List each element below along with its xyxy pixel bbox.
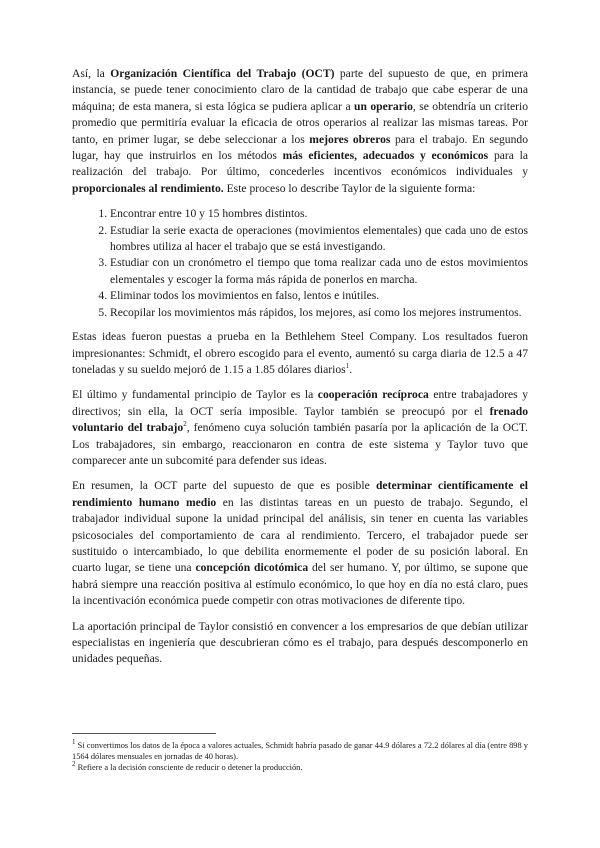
paragraph-bethlehem	[72, 329, 528, 378]
paragraph-cooperation	[72, 387, 528, 469]
list-item: 5. Recopilar los movimientos más rápidos, los mejores, así como los mejores instrumentos.	[110, 305, 528, 321]
bold-term: Organización Científica del Trabajo (OCT)	[110, 67, 335, 80]
text: , fenómeno cuya solución también pasaría por la aplicación de la OCT. Los trabajadores, sin embargo, reaccionaron en contra de este sistema y Taylor tuvo que comparecer ante un subcomité para defender sus ideas.	[72, 421, 528, 467]
bold-term: cooperación recíproca	[317, 388, 429, 402]
list-item: 1. Encontrar entre 10 y 15 hombres distintos.	[110, 206, 528, 222]
bold-term: determinar científicamente el rendimiento humano medio	[72, 479, 528, 509]
footnote-text: Refiere a la decisión consciente de reducir o detener la producción.	[77, 763, 303, 773]
list-item: 3. Estudiar con un cronómetro el tiempo que toma realizar cada uno de estos movimientos elementales y escoger la forma más rápida de ponerlos en marcha.	[110, 255, 528, 288]
bold-term: un operario	[354, 99, 413, 113]
list-item: 2. Estudiar la serie exacta de operaciones (movimientos elementales) que cada uno de estos hombres utiliza al hacer el trabajo que se está investigando.	[110, 223, 528, 256]
bold-term: concepción dicotómica	[195, 561, 309, 575]
text: parte del supuesto de que, en primera instancia, se puede tener conocimiento claro de la cantidad de trabajo que cabe esperar de una máquina; de esta manera, si esta lógica se pudiera aplicar a	[72, 67, 528, 113]
footnote-text: Si convertimos los datos de la época a valores actuales, Schmidt habría pasado de ganar 44.9 dólares a 72.2 dólares al día (entre 898 y 1564 dólares mensuales en jornadas de 40 horas).	[72, 741, 528, 762]
text: .	[349, 362, 353, 376]
footnote-ref[interactable]: 2	[183, 420, 187, 429]
document-body	[72, 66, 528, 677]
bold-term: proporcionales al rendimiento.	[72, 181, 224, 195]
bold-term: más eficientes, adecuados y económicos	[282, 149, 489, 163]
text: Estas ideas fueron puestas a prueba en la Bethlehem Steel Company. Los resultados fueron impresionantes: Schmidt, el obrero escogido para el evento, aumentó su carga diaria de 12.5 a 47 toneladas y su sueldo mejoró de 1.15 a 1.85 dólares diarios	[72, 330, 528, 376]
footnote-ref[interactable]: 1	[345, 362, 350, 371]
text: entre trabajadores y directivos; sin ella, la OCT sería imposible. Taylor también se preocupó por el	[72, 388, 529, 418]
text: para la realización del trabajo. Por último, concederles incentivos económicos individuales y	[72, 149, 528, 179]
text: El último y fundamental principio de Taylor es la	[72, 388, 318, 402]
footnotes-section	[72, 733, 528, 774]
list-item: 4. Eliminar todos los movimientos en falso, lentos e inútiles.	[110, 288, 528, 304]
paragraph-oct-intro	[72, 66, 528, 197]
paragraph-contribution: La aportación principal de Taylor consistió en convencer a los empresarios de que debían utilizar especialistas en ingeniería que descubrieran cómo es el trabajo, para después descomponerlo en unidades pequeñas.	[72, 619, 528, 666]
bold-term: mejores obreros	[309, 132, 391, 146]
footnote-2	[72, 762, 528, 773]
text: , se obtendría un criterio promedio que permitiría evaluar la eficacia de otros operarios al realizar las mismas tareas. Por tanto, en primer lugar, se debe seleccionar a los	[72, 99, 528, 146]
bold-term: frenado voluntario del trabajo	[72, 404, 528, 435]
text: En resumen, la OCT parte del supuesto de que es posible	[72, 479, 376, 493]
text: para el trabajo. En segundo lugar, hay que instruirlos en los métodos	[72, 132, 528, 163]
text: en las distintas tareas en un puesto de trabajo. Segundo, el trabajador individual supone la unidad principal del análisis, sin tener en cuenta las variables psicosociales del comportamiento de cara al rendimiento. Tercero, el trabajador puede ser sustituido o intercambiado, lo que debilita enormemente el poder de su posición laboral. En cuarto lugar, se tiene una	[72, 495, 528, 575]
footnote-number: 2	[72, 760, 76, 769]
paragraph-summary	[72, 478, 528, 609]
text: Así, la	[72, 67, 111, 80]
footnote-1	[72, 740, 528, 762]
footnote-number: 1	[72, 738, 76, 747]
footnote-separator	[72, 733, 216, 734]
taylor-steps-list	[72, 206, 528, 321]
text: del ser humano. Y, por último, se supone que habrá siempre una reacción positiva al estímulo económico, lo que hoy en día no está claro, pues la incentivación económica puede competir con otras motivaciones de diferente tipo.	[72, 561, 528, 608]
text: Este proceso lo describe Taylor de la siguiente forma:	[223, 181, 476, 195]
